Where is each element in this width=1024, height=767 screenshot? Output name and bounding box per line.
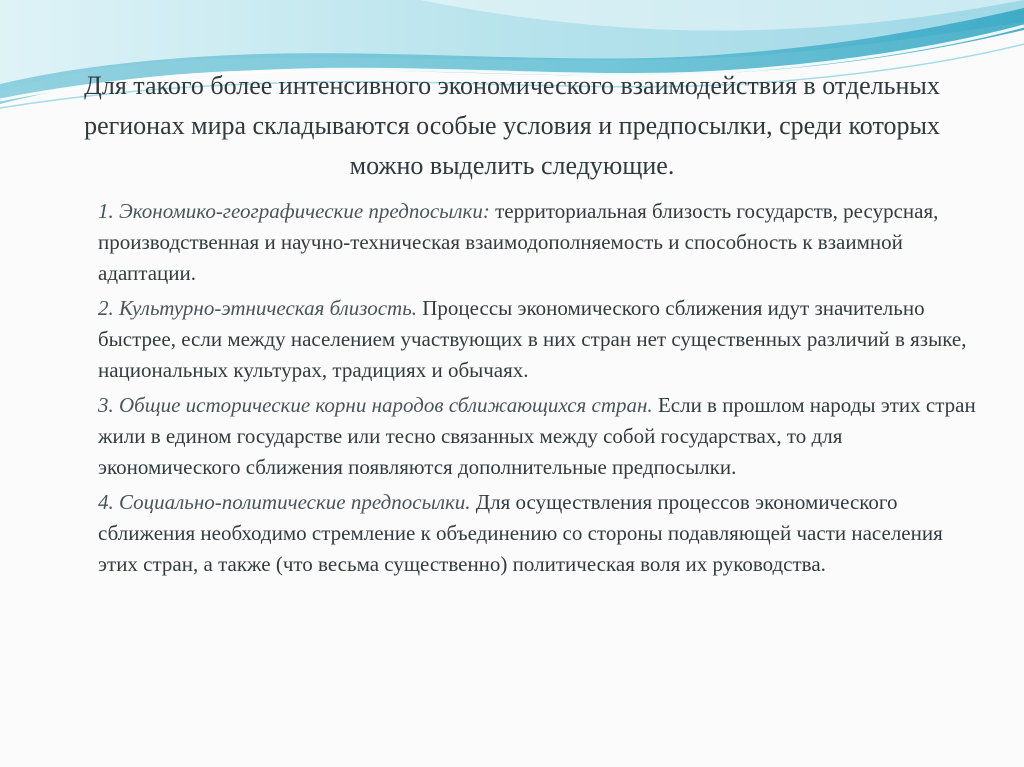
item-text: Процессы экономического сближения идут значительно быстрее, если между населением участвующих в них стран нет существенных различий в языке, национальных культурах, традициях и обычаях. xyxy=(98,296,967,382)
item-heading: 2. Культурно-этническая близость. xyxy=(98,296,417,320)
item-heading: 3. Общие исторические корни народов сближающихся стран. xyxy=(98,393,653,417)
list-item xyxy=(98,487,978,580)
item-text: территориальная близость государств, ресурсная, производственная и научно-техническая взаимодополняемость и способность к взаимной адаптации. xyxy=(98,199,939,285)
list-item xyxy=(98,293,978,386)
item-heading: 4. Социально-политические предпосылки. xyxy=(98,490,471,514)
list-item xyxy=(98,390,978,483)
item-heading: 1. Экономико-географические предпосылки: xyxy=(98,199,490,223)
item-text: Если в прошлом народы этих стран жили в едином государстве или тесно связанных между собой государствах, то для экономического сближения появляются дополнительные предпосылки. xyxy=(98,393,976,479)
list-item xyxy=(98,196,978,289)
item-text: Для осуществления процессов экономического сближения необходимо стремление к объединению со стороны подавляющей части населения этих стран, а также (что весьма существенно) политическая воля их руководства. xyxy=(98,490,943,576)
prerequisites-list xyxy=(98,196,978,584)
slide-title: Для такого более интенсивного экономического взаимодействия в отдельных регионах мира складываются особые условия и предпосылки, среди которых можно выделить следующие. xyxy=(84,71,940,180)
